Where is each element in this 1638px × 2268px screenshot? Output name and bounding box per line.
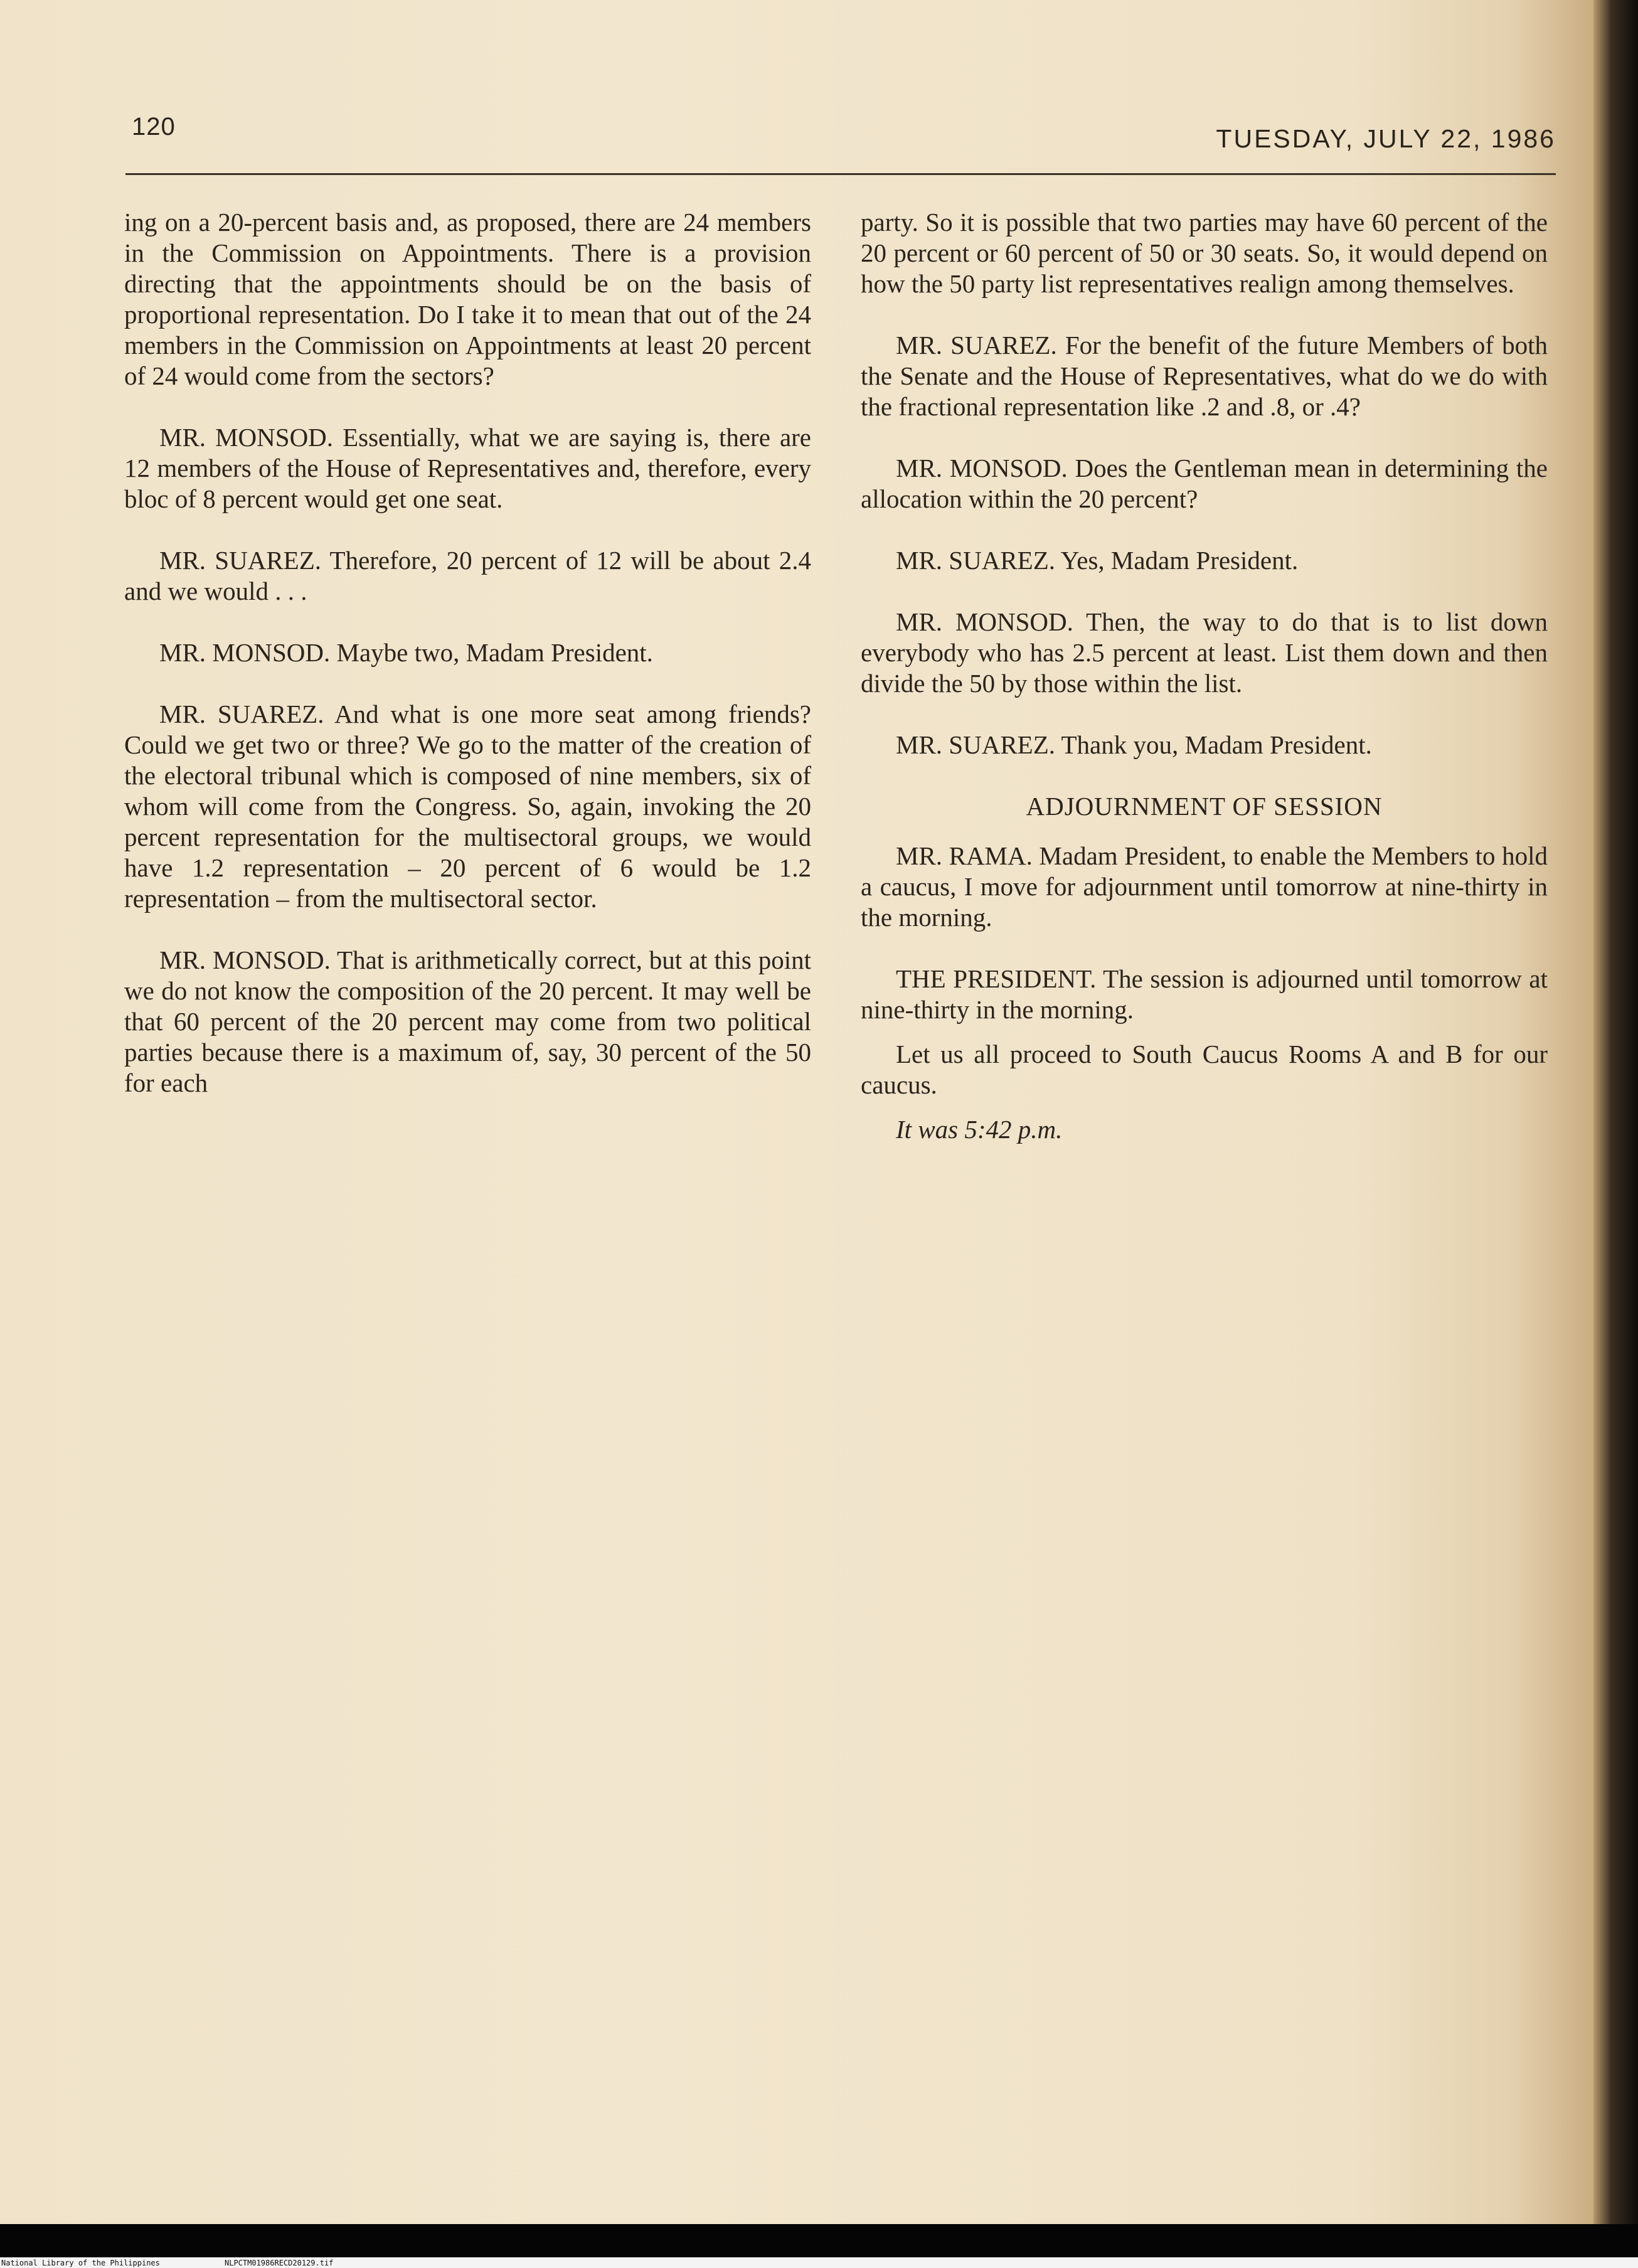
paragraph: THE PRESIDENT. The session is adjourned until tomorrow at nine-thirty in the morning. [861,964,1548,1024]
paragraph: MR. SUAREZ. And what is one more seat among friends? Could we get two or three? We go to the matter of the creation of the electoral tribunal which is composed of nine members, six of whom will come from the Congress. So, again, invoking the 20 percent representation for the multisectoral groups, we would have 1.2 representation – 20 percent of 6 would be 1.2 representation – from the multisectoral sector. [124,700,811,913]
paragraph: Let us all proceed to South Caucus Rooms A and B for our caucus. [861,1040,1548,1099]
paragraph: party. So it is possible that two parties may have 60 percent of the 20 percent or 60 percent of 50 or 30 seats. So, it would depend on how the 50 party list representatives realign among themselves. [861,208,1548,298]
paragraph: MR. MONSOD. Maybe two, Madam President. [159,638,653,667]
paragraph: MR. MONSOD. Then, the way to do that is to list down everybody who has 2.5 percent at least. List them down and then divide the 50 by those within the list. [861,607,1548,698]
right-column [861,207,1548,1176]
header-rule [125,173,1556,175]
closing-time: It was 5:42 p.m. [896,1115,1063,1144]
paragraph: MR. SUAREZ. For the benefit of the future Members of both the Senate and the House of Representatives, what do we do with the fractional representation like .2 and .8, or .4? [861,331,1548,421]
paragraph: MR. MONSOD. That is arithmetically correct, but at this point we do not know the composition of the 20 percent. It may well be that 60 percent of the 20 percent may come from two political parties because there is a maximum of, say, 30 percent of the 50 for each [124,945,811,1097]
running-header-date: TUESDAY, JULY 22, 1986 [1216,124,1556,153]
page-edge-shadow [1593,0,1638,2224]
page-header [132,107,1556,176]
paragraph: MR. MONSOD. Does the Gentleman mean in determining the allocation within the 20 percent? [861,454,1548,513]
paragraph: MR. SUAREZ. Thank you, Madam President. [896,730,1372,759]
left-column [124,207,811,1129]
paragraph: MR. SUAREZ. Yes, Madam President. [896,546,1299,575]
paragraph: MR. RAMA. Madam President, to enable the Members to hold a caucus, I move for adjournment until tomorrow at nine-thirty in the morning. [861,841,1548,932]
paragraph: ing on a 20-percent basis and, as proposed, there are 24 members in the Commission on Appointments. There is a provision directing that the appointments should be on the basis of proportional representation. Do I take it to mean that out of the 24 members in the Commission on Appointments at least 20 percent of 24 would come from the sectors? [124,208,811,390]
paragraph: MR. MONSOD. Essentially, what we are saying is, there are 12 members of the House of Representatives and, therefore, every bloc of 8 percent would get one seat. [124,423,811,513]
scan-library-credit: National Library of the Philippines [1,2259,160,2267]
section-heading: ADJOURNMENT OF SESSION [1026,792,1383,821]
scan-file-name: NLPCTM01986RECD20129.tif [225,2259,334,2267]
page-number: 120 [132,113,176,141]
paragraph: MR. SUAREZ. Therefore, 20 percent of 12 will be about 2.4 and we would . . . [124,546,811,605]
